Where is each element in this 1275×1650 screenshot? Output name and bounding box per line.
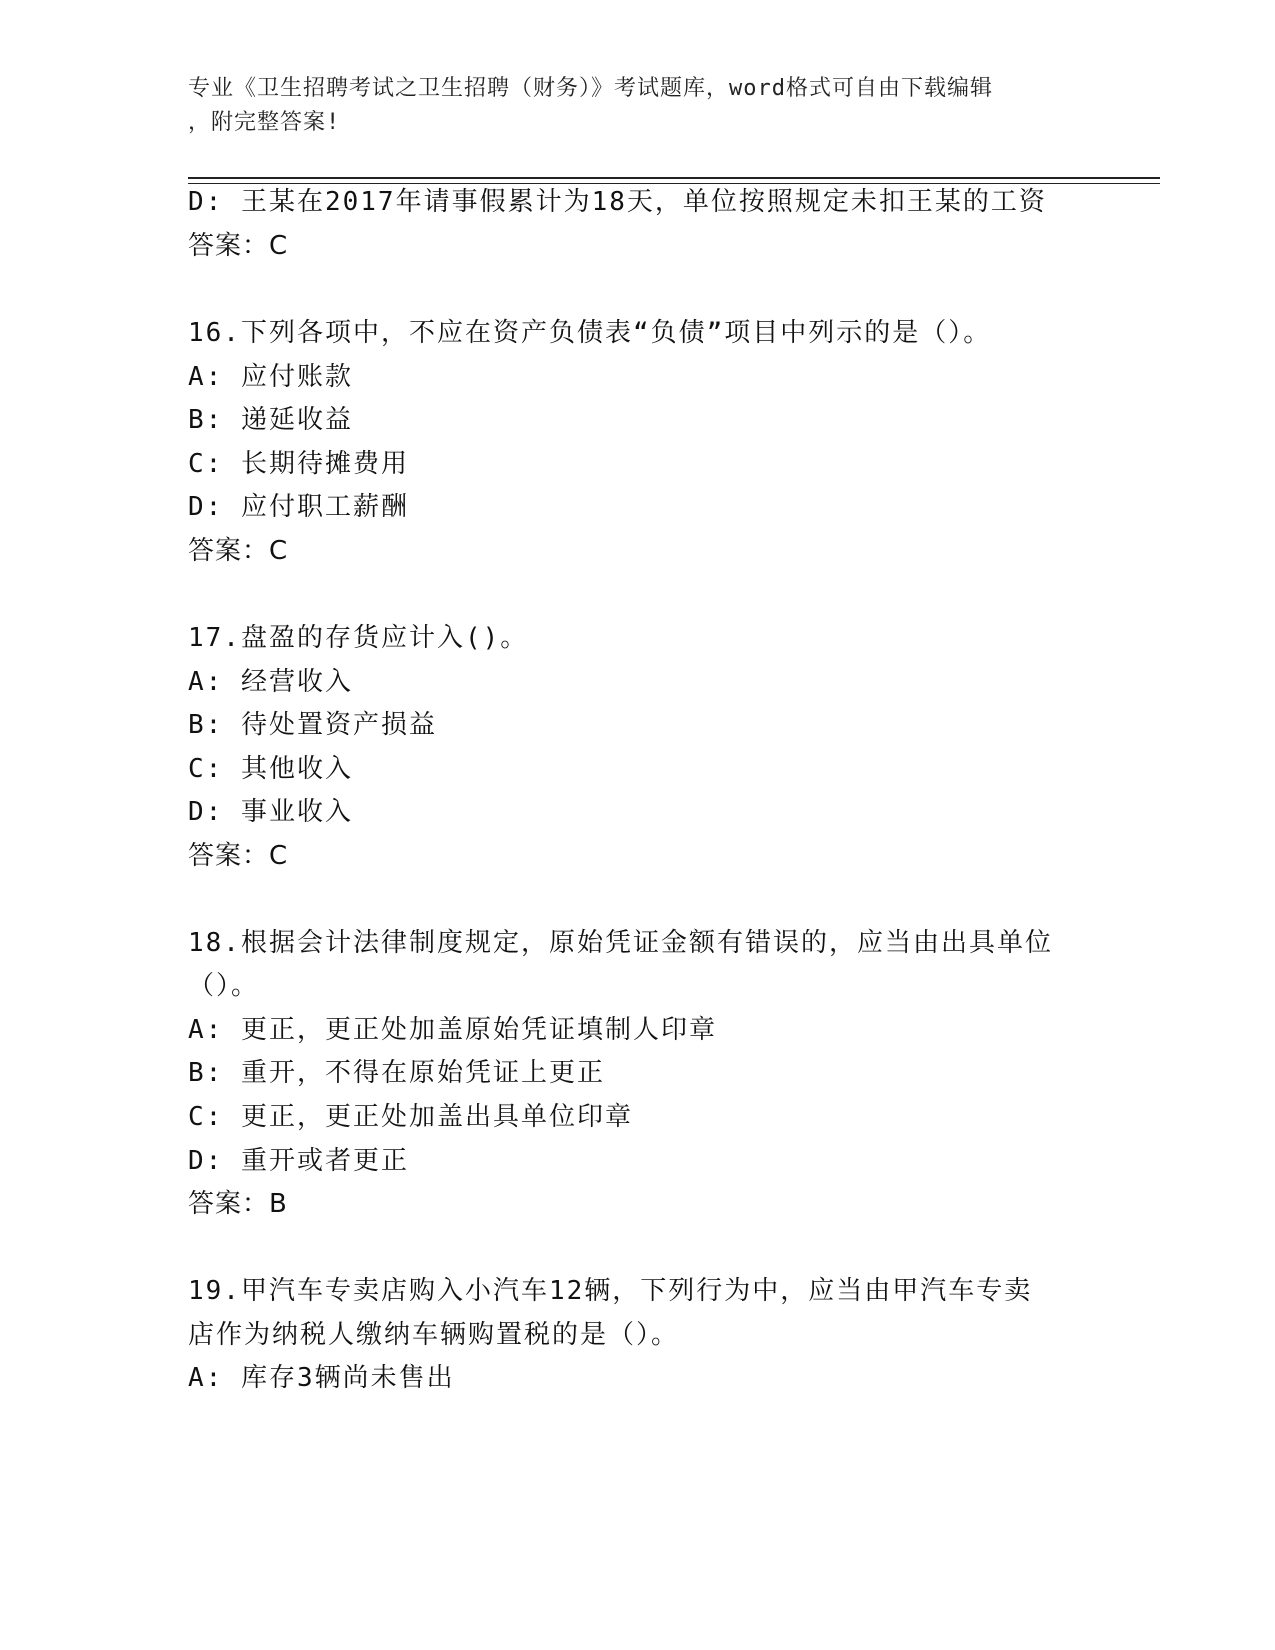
question-18-line-1: 18.根据会计法律制度规定，原始凭证金额有错误的，应当由出具单位 <box>188 928 1053 958</box>
question-18-line-2: （）。 <box>188 971 260 1001</box>
q18-option-c: C: 更正，更正处加盖出具单位印章 <box>188 1102 633 1132</box>
document-header <box>188 72 1088 140</box>
q16-option-a: A: 应付账款 <box>188 362 353 392</box>
q18-answer: 答案：B <box>188 1189 288 1219</box>
q17-answer: 答案：C <box>188 841 289 871</box>
question-19-line-2: 店作为纳税人缴纳车辆购置税的是（）。 <box>188 1320 680 1350</box>
header-line-2: ，附完整答案! <box>188 110 341 135</box>
header-divider-thick <box>188 177 1160 179</box>
question-17: 17.盘盈的存货应计入()。 <box>188 623 529 653</box>
question-19-line-1: 19.甲汽车专卖店购入小汽车12辆，下列行为中，应当由甲汽车专卖 <box>188 1276 1033 1306</box>
q18-option-d: D: 重开或者更正 <box>188 1146 409 1176</box>
q18-option-a: A: 更正，更正处加盖原始凭证填制人印章 <box>188 1015 717 1045</box>
q16-answer: 答案：C <box>188 536 289 566</box>
prev-answer: 答案：C <box>188 231 289 261</box>
header-line-1: 专业《卫生招聘考试之卫生招聘（财务）》考试题库，word格式可自由下载编辑 <box>188 76 993 101</box>
q18-option-b: B: 重开，不得在原始凭证上更正 <box>188 1058 605 1088</box>
q17-option-c: C: 其他收入 <box>188 754 353 784</box>
q16-option-b: B: 递延收益 <box>188 405 353 435</box>
prev-option-d: D: 王某在2017年请事假累计为18天，单位按照规定未扣王某的工资 <box>188 187 1047 217</box>
q19-option-a: A: 库存3辆尚未售出 <box>188 1363 455 1393</box>
q17-option-b: B: 待处置资产损益 <box>188 710 437 740</box>
q16-option-c: C: 长期待摊费用 <box>188 449 409 479</box>
q17-option-d: D: 事业收入 <box>188 797 353 827</box>
q16-option-d: D: 应付职工薪酬 <box>188 492 409 522</box>
question-16: 16.下列各项中，不应在资产负债表“负债”项目中列示的是（）。 <box>188 318 992 348</box>
q17-option-a: A: 经营收入 <box>188 667 353 697</box>
